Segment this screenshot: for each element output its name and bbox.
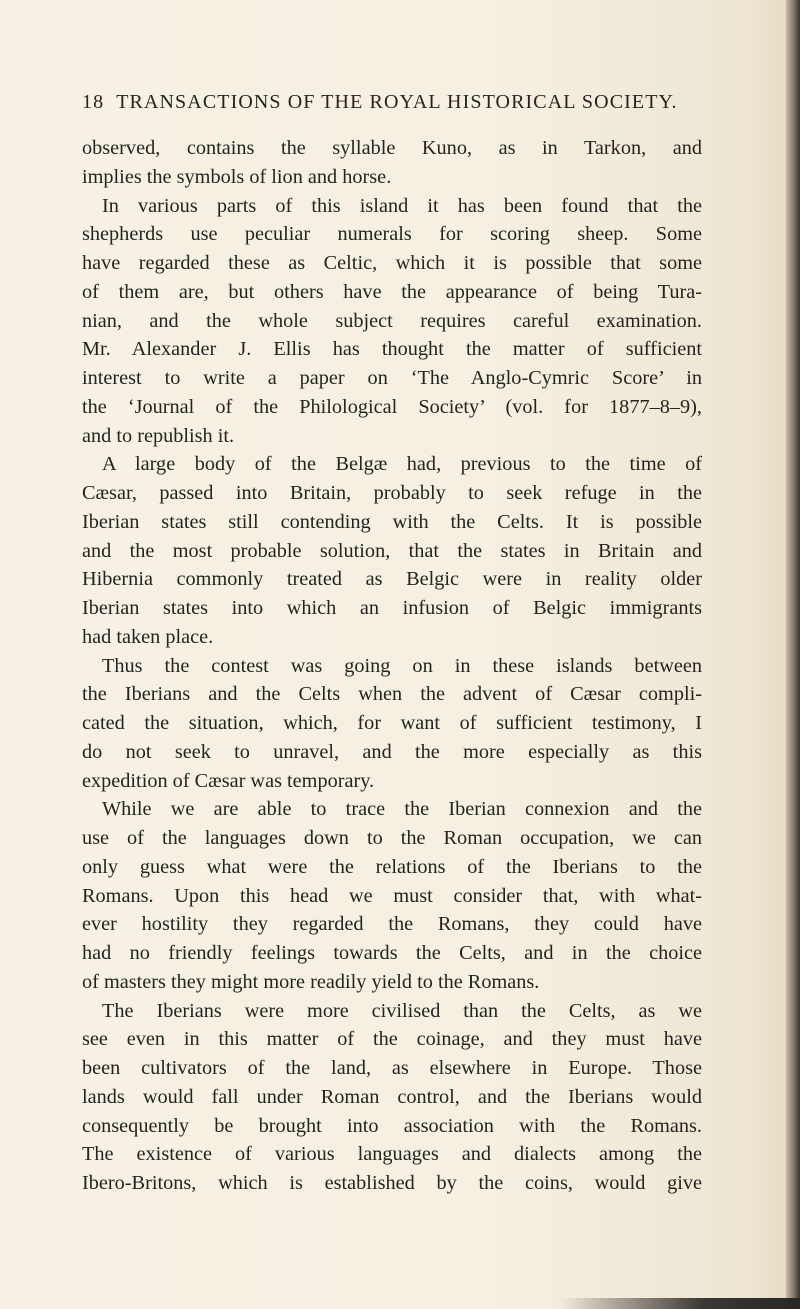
text-line: been cultivators of the land, as elsewhere in Europe. Those xyxy=(82,1057,702,1079)
text-line: Mr. Alexander J. Ellis has thought the matter of sufficient xyxy=(82,338,702,361)
text-line: and the most probable solution, that the states in Britain and xyxy=(82,539,702,562)
text-line: interest to write a paper on ‘The Anglo-Cymric Score’ in xyxy=(82,367,702,389)
text-line: have regarded these as Celtic, which it is possible that some xyxy=(82,252,702,274)
text-line: lands would fall under Roman control, and the Iberians would xyxy=(82,1085,702,1108)
page-number: 18 xyxy=(82,91,105,113)
text-line: The Iberians were more civilised than the Celts, as we xyxy=(102,999,702,1022)
text-line: In various parts of this island it has been found that the xyxy=(102,194,702,217)
bottom-edge-shadow xyxy=(560,1298,800,1309)
text-line: Hibernia commonly treated as Belgic were in reality older xyxy=(82,568,702,591)
text-line: The existence of various languages and dialects among the xyxy=(82,1143,702,1166)
text-line: and to republish it. xyxy=(82,424,235,447)
text-line: Iberian states into which an infusion of Belgic immigrants xyxy=(82,597,702,619)
text-line: consequently be brought into association with the Romans. xyxy=(82,1114,702,1137)
text-line: nian, and the whole subject requires careful examination. xyxy=(82,309,702,332)
text-line: expedition of Cæsar was temporary. xyxy=(82,769,375,792)
text-line: had no friendly feelings towards the Celts, and in the choice xyxy=(82,942,702,964)
text-line: ever hostility they regarded the Romans, they could have xyxy=(82,913,702,936)
running-title: TRANSACTIONS OF THE ROYAL HISTORICAL SOCIETY. xyxy=(116,91,678,113)
text-line: use of the languages down to the Roman occupation, we can xyxy=(82,827,702,849)
running-head xyxy=(82,90,722,114)
text-line: see even in this matter of the coinage, and they must have xyxy=(82,1028,702,1051)
text-line: Iberian states still contending with the Celts. It is possible xyxy=(82,510,702,533)
text-line: the ‘Journal of the Philological Society’ (vol. for 1877–8–9), xyxy=(82,395,702,418)
text-line: Romans. Upon this head we must consider that, with what- xyxy=(82,884,702,907)
text-line: observed, contains the syllable Kuno, as in Tarkon, and xyxy=(82,137,702,159)
text-line: do not seek to unravel, and the more especially as this xyxy=(82,740,702,763)
text-line: had taken place. xyxy=(82,625,214,648)
text-line: implies the symbols of lion and horse. xyxy=(82,165,392,188)
page-edge-shadow xyxy=(786,0,800,1309)
text-line: the Iberians and the Celts when the advent of Cæsar compli- xyxy=(82,683,702,706)
text-line: of them are, but others have the appearance of being Tura- xyxy=(82,280,702,303)
text-line: Cæsar, passed into Britain, probably to seek refuge in the xyxy=(82,482,702,504)
text-line: A large body of the Belgæ had, previous to the time of xyxy=(102,453,702,476)
text-line: Thus the contest was going on in these islands between xyxy=(102,654,702,677)
text-line: While we are able to trace the Iberian connexion and the xyxy=(102,798,702,821)
text-line: only guess what were the relations of the Iberians to the xyxy=(82,855,702,878)
text-line: shepherds use peculiar numerals for scoring sheep. Some xyxy=(82,223,702,246)
text-line: Ibero-Britons, which is established by the coins, would give xyxy=(82,1172,702,1194)
text-line: of masters they might more readily yield to the Romans. xyxy=(82,970,540,993)
text-line: cated the situation, which, for want of sufficient testimony, I xyxy=(82,712,702,734)
body-text xyxy=(82,134,702,1198)
